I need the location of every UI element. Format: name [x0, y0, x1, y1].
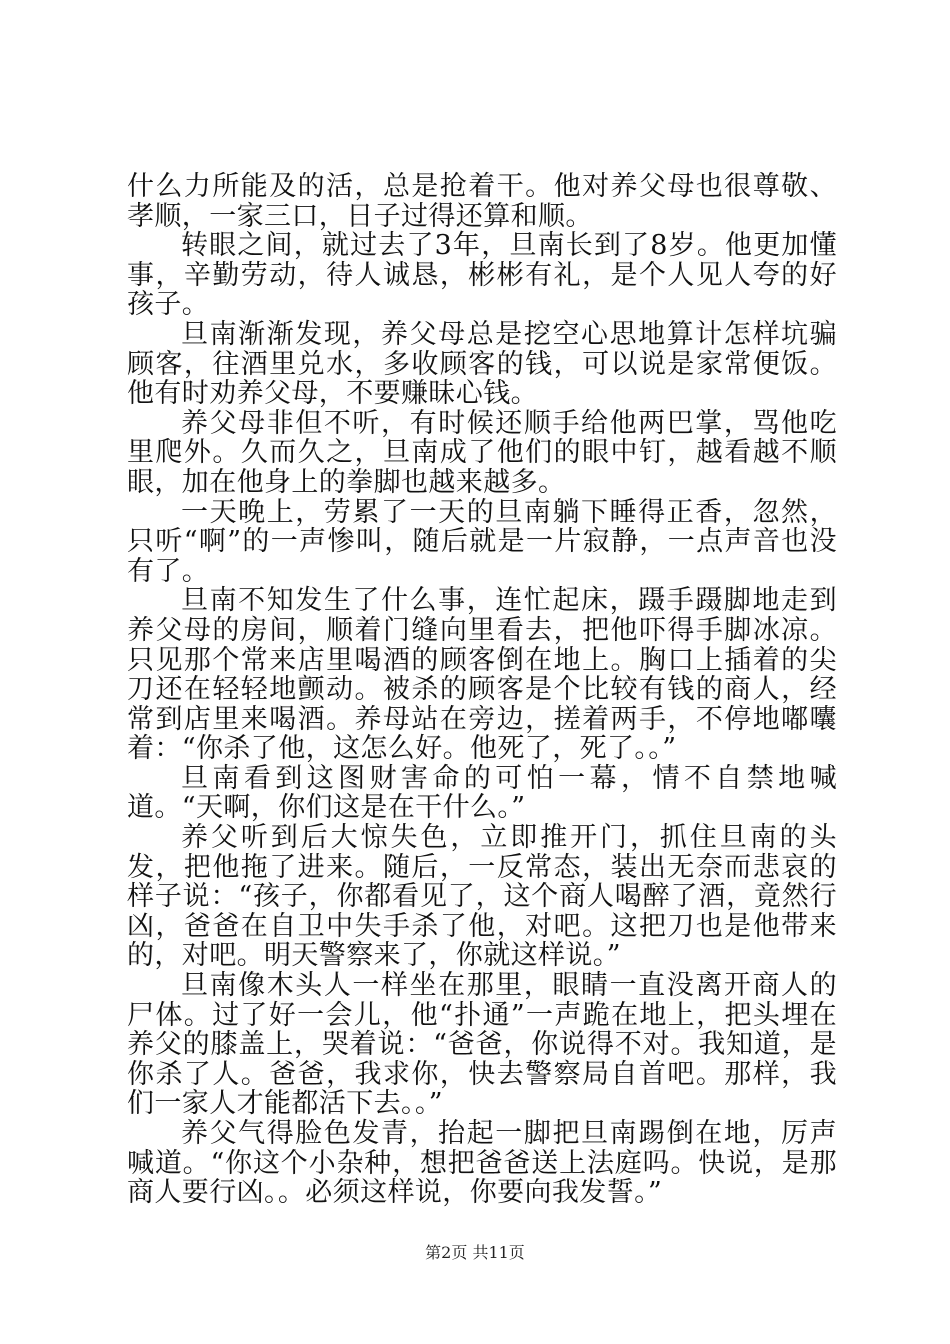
paragraph: 养父母非但不听，有时候还顺手给他两巴掌，骂他吃里爬外。久而久之，旦南成了他们的眼中钉，越看越不顺眼，加在他身上的拳脚也越来越多。 [127, 407, 837, 498]
paragraph: 养父气得脸色发青，抬起一脚把旦南踢倒在地，厉声喊道。“你这个小杂种，想把爸爸送上法庭吗。快说，是那商人要行凶。。必须这样说，你要向我发誓。” [127, 1118, 837, 1209]
paragraph: 一天晚上，劳累了一天的旦南躺下睡得正香，忽然，只听“啊”的一声惨叫，随后就是一片寂静，一点声音也没有了。 [127, 496, 837, 587]
paragraph: 什么力所能及的活，总是抢着干。他对养父母也很尊敬、孝顺，一家三口，日子过得还算和顺。 [127, 171, 837, 232]
paragraph: 旦南渐渐发现，养父母总是挖空心思地算计怎样坑骗顾客，往酒里兑水，多收顾客的钱，可以说是家常便饭。他有时劝养父母，不要赚昧心钱。 [127, 318, 837, 410]
page-number-footer: 第2页 共11页 [425, 1243, 525, 1262]
paragraph: 转眼之间，就过去了3年，旦南长到了8岁。他更加懂事，辛勤劳动，待人诚恳，彬彬有礼，是个人见人夸的好孩子。 [127, 230, 837, 321]
paragraph: 旦南看到这图财害命的可怕一幕，情不自禁地喊道。“天啊，你们这是在干什么。” [127, 762, 837, 824]
paragraph: 养父听到后大惊失色，立即推开门，抓住旦南的头发，把他拖了进来。随后，一反常态，装出无奈而悲哀的样子说：“孩子，你都看见了，这个商人喝醉了酒，竟然行凶，爸爸在自卫中失手杀了他，对吧。这把刀也是他带来的，对吧。明天警察来了，你就这样说。” [127, 822, 837, 972]
paragraph: 旦南像木头人一样坐在那里，眼睛一直没离开商人的尸体。过了好一会儿，他“扑通”一声跪在地上，把头埋在养父的膝盖上，哭着说：“爸爸，你说得不对。我知道，是你杀了人。爸爸，我求你，快去警察局自首吧。那样，我们一家人才能都活下去。。” [127, 970, 837, 1120]
paragraph: 旦南不知发生了什么事，连忙起床，蹑手蹑脚地走到养父母的房间，顺着门缝向里看去，把他吓得手脚冰凉。只见那个常来店里喝酒的顾客倒在地上。胸口上插着的尖刀还在轻轻地颤动。被杀的顾客是个比较有钱的商人，经常到店里来喝酒。养母站在旁边，搓着两手，不停地嘟囔着：“你杀了他，这怎么好。他死了，死了。。” [127, 585, 837, 765]
body-text [127, 172, 837, 1208]
